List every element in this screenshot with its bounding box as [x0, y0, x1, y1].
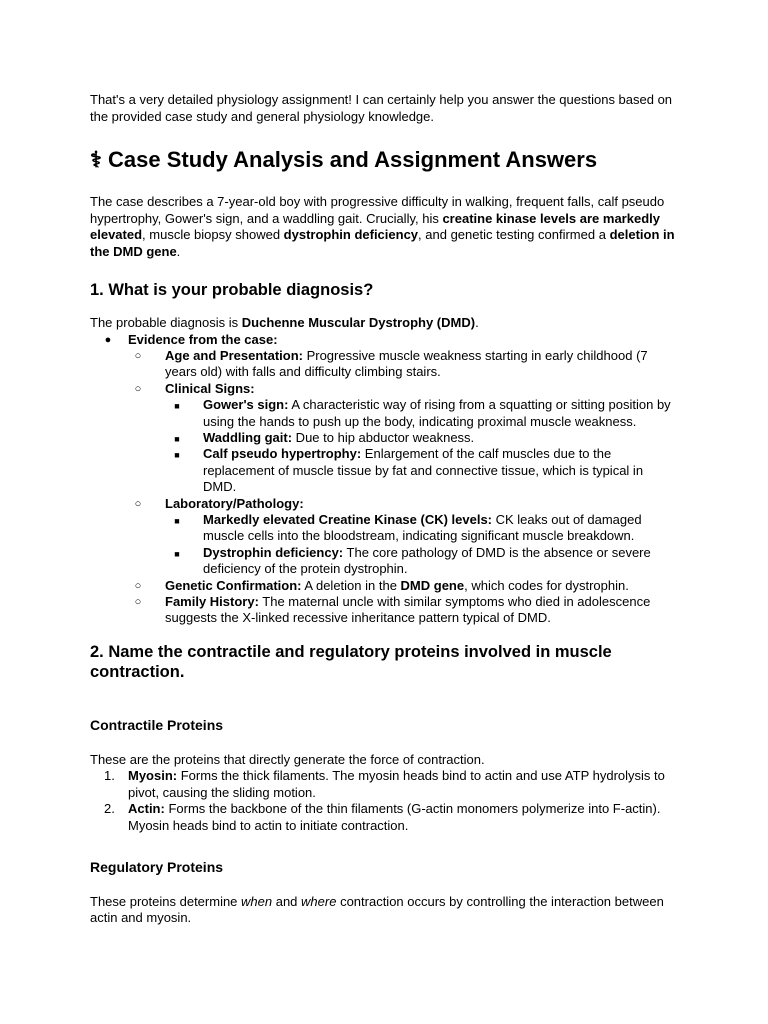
bullet-icon: ■: [174, 450, 180, 461]
intro-paragraph: That's a very detailed physiology assignment! I can certainly help you answer the questions based on the provided case study and general physiology knowledge.: [90, 92, 673, 124]
lab-list: [165, 512, 678, 578]
question-1-heading: 1. What is your probable diagnosis?: [90, 281, 374, 299]
bullet-icon: ■: [174, 401, 180, 412]
regulatory-proteins-heading: Regulatory Proteins: [90, 858, 224, 875]
list-item: ■ Calf pseudo hypertrophy: Enlargement of the calf muscles due to the replacement of muscle tissue by fat and connective tissue, which is typical in DMD.: [165, 446, 678, 495]
regulatory-description: These proteins determine when and where contraction occurs by controlling the interaction between actin and myosin.: [90, 893, 664, 926]
bullet-icon: ■: [174, 433, 180, 444]
list-item: ○ Clinical Signs: ■ Gower's sign: A characteristic way of rising from a squatting or sitting position by using the hands to push up the body, indicating proximal muscle weakness. ■ Waddling gait: Due to hip abductor weakness. ■ Calf pseudo hypertrophy: Enlargement of the calf muscles due to the replacement of muscle tissue by fat and connective tissue, which is typical in DMD.: [128, 381, 678, 496]
list-item: 1. Myosin: Forms the thick filaments. The myosin heads bind to actin and use ATP hydrolysis to pivot, causing the sliding motion.: [104, 768, 665, 800]
list-item: ○ Age and Presentation: Progressive muscle weakness starting in early childhood (7 years old) with falls and difficulty climbing stairs.: [128, 348, 678, 381]
page-title-text: Case Study Analysis and Assignment Answers: [108, 147, 598, 172]
bullet-icon: ○: [134, 497, 142, 510]
case-summary: The case describes a 7-year-old boy with progressive difficulty in walking, frequent falls, calf pseudo hypertrophy, Gower's sign, and a waddling gait. Crucially, his creatine kinase levels are markedly elevated, muscle biopsy showed dystrophin deficiency, and genetic testing confirmed a deletion in the DMD gene.: [90, 194, 675, 259]
list-item: ○ Family History: The maternal uncle with similar symptoms who died in adolescence suggests the X-linked recessive inheritance pattern typical of DMD.: [128, 594, 678, 627]
question-2-heading: 2. Name the contractile and regulatory proteins involved in muscle contraction.: [90, 642, 612, 681]
contractile-description: These are the proteins that directly generate the force of contraction.: [90, 751, 485, 767]
bullet-icon: ■: [174, 548, 180, 559]
bullet-icon: ○: [134, 596, 142, 608]
contractile-protein-list: [90, 768, 678, 834]
caduceus-icon: ⚕: [90, 147, 102, 172]
clinical-signs-list: [165, 397, 678, 495]
list-item: ○ Laboratory/Pathology: ■ Markedly elevated Creatine Kinase (CK) levels: CK leaks out of damaged muscle cells into the bloodstream, indicating significant muscle breakdown. ■ Dystrophin deficiency: The core pathology of DMD is the absence or severe deficiency of the protein dystrophin.: [128, 496, 678, 578]
list-item: ■ Gower's sign: A characteristic way of rising from a squatting or sitting position by using the hands to push up the body, indicating proximal muscle weakness.: [165, 397, 678, 430]
bullet-icon: ●: [104, 333, 112, 346]
list-item: ■ Waddling gait: Due to hip abductor weakness.: [165, 430, 678, 446]
list-item: ○ Genetic Confirmation: A deletion in the DMD gene, which codes for dystrophin.: [128, 578, 678, 594]
bullet-icon: ○: [134, 579, 142, 592]
evidence-sublist: [128, 348, 678, 627]
list-item: ■ Markedly elevated Creatine Kinase (CK) levels: CK leaks out of damaged muscle cells into the bloodstream, indicating significant muscle breakdown.: [165, 512, 678, 545]
contractile-proteins-heading: Contractile Proteins: [90, 716, 224, 733]
evidence-list: [90, 332, 678, 627]
list-item: ■ Dystrophin deficiency: The core pathology of DMD is the absence or severe deficiency of the protein dystrophin.: [165, 545, 678, 578]
list-item: 2. Actin: Forms the backbone of the thin filaments (G-actin monomers polymerize into F-actin). Myosin heads bind to actin to initiate contraction.: [104, 801, 661, 833]
page-title: [90, 147, 678, 173]
list-item: ● Evidence from the case: ○ Age and Presentation: Progressive muscle weakness starting in early childhood (7 years old) with falls and difficulty climbing stairs. ○ Clinical Signs: ■ Gower's sign: A characteristic way of rising from a squatting or sitting position by using the hands to push up the body, indicating proximal muscle weakness. ■ Waddling gait: Due to hip abductor weakness. ■ Calf pseudo hypertrophy: Enlargement of the calf muscles due to the replacement of muscle tissue by fat and connective tissue, which is typical in DMD. ○ Laboratory/Pathology: ■ Markedly elevated Creatine Kinase (CK) levels: CK leaks out of damaged muscle cells into the bloodstream, indicating significant muscle breakdown. ■ Dystrophin deficiency: The core pathology of DMD is the absence or severe deficiency of the protein dystrophin. ○ Genetic Confirmation: A deletion in the DMD gene, which codes for dystrophin. ○ Family History: The maternal uncle with similar symptoms who died in adolescence suggests the X-linked recessive inheritance pattern typical of DMD.: [90, 332, 678, 627]
bullet-icon: ■: [174, 515, 180, 526]
bullet-icon: ○: [134, 382, 142, 395]
diagnosis-paragraph: The probable diagnosis is Duchenne Muscular Dystrophy (DMD).: [90, 315, 479, 330]
bullet-icon: ○: [134, 349, 142, 362]
